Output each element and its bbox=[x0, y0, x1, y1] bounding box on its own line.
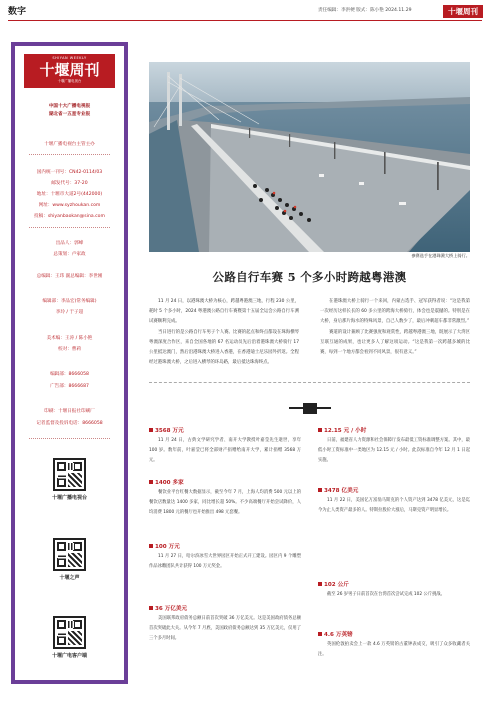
sidebar-line: 广告部：8666687 bbox=[50, 384, 89, 389]
stat-block bbox=[318, 426, 470, 466]
bullet-square-icon bbox=[318, 582, 322, 586]
paragraph: 在港珠澳大桥上骑行一个来回，内蒙古选手、冠军获得者说：“这是我第一次经历这样长长的 60 多公里的跨海大桥骑行，体会也是震撼的。特别是在大桥，身后那片海水的特殊风景，自己人数少了，最后冲刺超车都非常激烈。” bbox=[320, 299, 470, 325]
sidebar-line: 出品人：郭峰 bbox=[55, 241, 84, 246]
section-label: 数字 bbox=[8, 7, 27, 17]
bullet-square-icon bbox=[149, 544, 153, 548]
qr-caption: 十堰广播电视台 bbox=[51, 495, 87, 501]
qr-code[interactable] bbox=[53, 458, 86, 491]
header-logo: 十堰周刊 bbox=[443, 5, 483, 18]
sidebar-line: 邮发代号：37-20 bbox=[51, 181, 88, 186]
article-column-2 bbox=[320, 297, 470, 358]
article-column-1 bbox=[149, 297, 299, 368]
stat-title: 3568 万元 bbox=[149, 426, 301, 436]
sidebar-line: 湖北省一五星专业报 bbox=[48, 112, 91, 117]
stat-block bbox=[318, 486, 470, 516]
stat-block bbox=[149, 426, 301, 466]
sidebar-line: 网址：www.syzhoukan.com bbox=[38, 203, 101, 208]
bridge-illustration bbox=[149, 62, 470, 252]
sidebar-line: 投稿：shiyanbaokan@sina.com bbox=[34, 214, 105, 219]
stat-text: 11 月 24 日，古典文学研究学者、南开大学教授叶嘉莹先生逝世，享年 100 岁。数年前，叶嘉莹已将全部财产捐赠给南开大学，累计捐赠 3568 万元。 bbox=[149, 438, 301, 463]
sidebar-line: 编辑部：李品宏(常务编辑) bbox=[42, 299, 97, 304]
sidebar-line: 国内统一刊号：CN42-0114/03 bbox=[36, 170, 103, 175]
sidebar-rule bbox=[29, 154, 110, 155]
sidebar-line: 中国十大广播电视报 bbox=[48, 104, 91, 109]
qr-code[interactable] bbox=[53, 616, 86, 649]
stat-block bbox=[149, 604, 301, 644]
sidebar-rule bbox=[29, 227, 110, 228]
stat-title: 1400 多家 bbox=[149, 478, 301, 488]
stat-text: 餐饮业平台红餐大数据显示，截至今年 7 月，上海人均消费 500 元以上的餐饮店数量达 1400 多家，同比增长超 50%。不少高端餐厅开始尝试降价，人均消费 1800 元的餐厅也开始推出 498 元套餐。 bbox=[149, 490, 301, 515]
section-badge-bar bbox=[289, 407, 331, 409]
editor-meta: 责任编辑：李洪梗 版式：陈小艳 2024.11.29 bbox=[318, 8, 412, 13]
bullet-square-icon bbox=[318, 488, 322, 492]
masthead-box bbox=[24, 54, 115, 88]
stat-title: 4.6 万英镑 bbox=[318, 630, 470, 640]
stat-text: 日前，福建省人力资源和社会保障厅发布最低工资标准调整方案。其中，最低小时工资标准中一类地区为 12.15 元 / 小时。此次标准自今年 12 月 1 日起实施。 bbox=[318, 438, 470, 463]
sidebar-line: 美术编：王涛 / 陈小艳 bbox=[46, 336, 93, 341]
sidebar-rule bbox=[29, 438, 110, 439]
paragraph: 当日进行的是公路自行车男子个人赛。比赛的起点和终点都设在珠海横琴粤澳深度合作区，来自全国各地的 67 名运动员先后沿着港珠澳大桥骑行 17 公里抵达澳门，然后沿港珠澳大桥进入香港，在香港迪士尼乐园外折返。全程经过港珠澳大桥，之后进入横琴的环岛路，最后抵达珠海终点。 bbox=[149, 329, 299, 366]
stat-block bbox=[318, 580, 470, 600]
bullet-square-icon bbox=[318, 428, 322, 432]
stat-block bbox=[149, 478, 301, 518]
stat-text: 美国联邦政府债务总额日前首次突破 36 万亿美元。这是美国政府债务总额首次突破此大关。从今年 7 月底，美国政府债务总额达到 35 万亿美元，仅用了三个多月时间。 bbox=[149, 616, 301, 641]
stat-text: 11 月 27 日，哈尔滨冰雪大世界园区开始正式开工建设。园区内 9 个雕塑作品冰雕团队共计获得 100 万元奖金。 bbox=[149, 554, 301, 569]
photo-caption: 参赛选手在港珠澳大桥上骑行。 bbox=[411, 253, 470, 258]
qr-caption: 十堰广电客户端 bbox=[51, 653, 87, 659]
sidebar-line: 校对：曹莉 bbox=[58, 347, 81, 352]
paragraph: 赛道的设计兼顾了比赛强度和观赏性，跨越粤港澳三地，既展示了大湾区互联互通的成果，也让更多人了解这项运动。“这是我第一次跨越多城的比赛，每到一个地方都会看到不同风景，很有意义。” bbox=[320, 329, 470, 356]
qr-code[interactable] bbox=[53, 538, 86, 571]
sidebar-line: 印刷：十堰日报社印刷厂 bbox=[44, 409, 95, 414]
masthead-sub: 十堰广播电视台 bbox=[57, 78, 82, 83]
stat-block bbox=[149, 542, 301, 572]
bullet-square-icon bbox=[149, 606, 153, 610]
sidebar-line: 总编辑：王玮 副总编辑：李世刚 bbox=[36, 274, 103, 279]
stat-title: 102 公斤 bbox=[318, 580, 470, 590]
masthead-title: 十堰周刊 bbox=[39, 60, 100, 79]
bridge-photo bbox=[149, 62, 470, 252]
article-title: 公路自行车赛 5 个多小时跨越粤港澳 bbox=[212, 270, 407, 284]
stat-text: 英国伦敦拍卖会上一款 4.6 万英镑的古董钟表成交，吸引了众多收藏者关注。 bbox=[318, 642, 470, 657]
masthead-sidebar bbox=[11, 42, 128, 684]
header-rule bbox=[8, 20, 482, 21]
stat-text: 截至 26 岁男子日前首次在台湾首次尝试完成 102 公斤挑战。 bbox=[327, 592, 445, 597]
sidebar-line: 总策划：卢家政 bbox=[53, 252, 86, 257]
sidebar-line: 编辑部：8666058 bbox=[50, 372, 89, 377]
stat-title: 12.15 元 / 小时 bbox=[318, 426, 470, 436]
stat-title: 36 万亿美元 bbox=[149, 604, 301, 614]
article-divider bbox=[149, 382, 470, 383]
sidebar-line: 地址：十堰市大道2号(442000) bbox=[36, 192, 103, 197]
stat-block bbox=[318, 630, 470, 660]
bullet-square-icon bbox=[149, 428, 153, 432]
paragraph: 11 月 24 日，以港珠澳大桥为核心，跨越粤港澳三地，行程 230 公里，耗时 5 个多小时，2024 粤港澳公路自行车赛暨第十五届全运会公路自行车测试赛顺利完成。 bbox=[149, 299, 299, 325]
stat-title: 3478 亿美元 bbox=[318, 486, 470, 496]
masthead-top: SHIYAN WEEKLY bbox=[52, 56, 87, 60]
bullet-square-icon bbox=[318, 632, 322, 636]
sidebar-line: 李玲 / 于子超 bbox=[55, 310, 84, 315]
qr-caption: 十堰之声 bbox=[59, 575, 80, 581]
stat-title: 100 万元 bbox=[149, 542, 301, 552]
sidebar-line: 十堰广播电视台主管主办 bbox=[44, 142, 95, 147]
stat-text: 11 月 22 日，美国亿万富翁马斯克的个人资产达到 3478 亿美元，这是迄今为止人类资产最多的人。特斯拉股价大涨后，马斯克资产明显增长。 bbox=[318, 498, 470, 513]
sidebar-line: 记者监督及投诉电话：8666058 bbox=[36, 421, 103, 426]
bullet-square-icon bbox=[149, 480, 153, 484]
